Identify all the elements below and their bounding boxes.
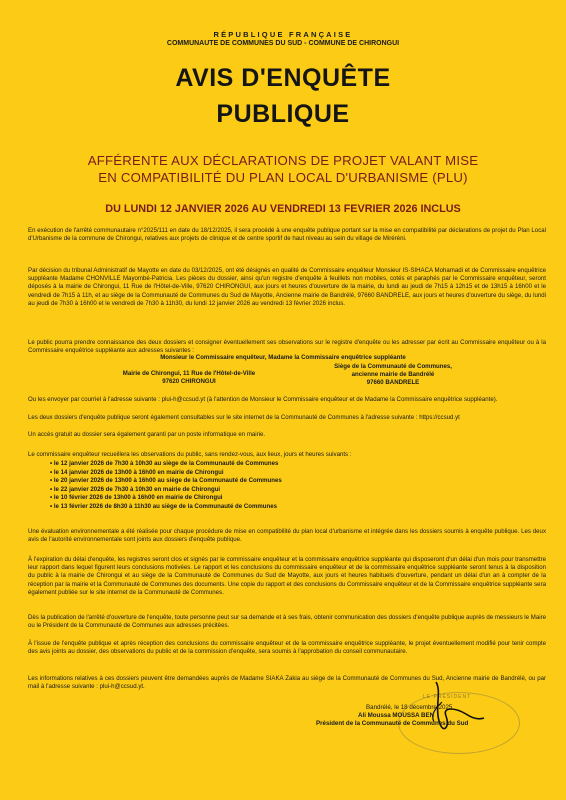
dates-banner: DU LUNDI 12 JANVIER 2026 AU VENDREDI 13 FEVRIER 2026 INCLUS [105,203,461,215]
address-recipients: Monsieur le Commissaire enquêteur, Madame la Commissaire enquêtrice suppléante [160,354,406,361]
republic-heading: RÉPUBLIQUE FRANÇAISE [213,30,353,39]
list-item: • le 10 février 2026 de 13h00 à 16h00 en mairie de Chirongui [50,494,282,503]
paragraph-commissaires: Par décision du tribunal Administratif de Mayotte en date du 03/12/2025, ont été désignés en qualité de Commissaire enquêteur Monsieur IS-SIHACA Mohamadi et de Commissaire enquêtrice suppléante Madame CHONVILLE Mayombé-Patricia. Les pièces du dossier, ainsi qu'un registre d'enquête à feuillets non mobiles, cotés et paraphés par le Commissaire enquêteur, seront déposés à la mairie de Chirongui, 11 Rue de l'Hôtel-de-Ville, 97620 CHIRONGUI, aux jours et heures d'ouverture de la mairie, du lundi au jeudi de 7h15 à 12h15 et de 13h15 à 16h00 et le vendredi de 7h15 à 11h, et au siège de la Communauté de Communes du Sud de Mayotte, Ancienne mairie de Bandrélé, 97660 BANDRELE, aux jours et heures d'ouverture du siège, du lundi au jeudi de 7h30 à 16h00 et le vendredi de 7h30 à 11h30, du lundi 12 janvier 2026 au vendredi 13 février 2026 inclus. [28,267,546,307]
paragraph-evaluation: Une évaluation environnementale a été réalisée pour chaque procédure de mise en compatibilité du plan local d'urbanisme et intégrée dans les dossiers soumis à enquête publique. Les deux avis de l'autorité environnementale sont joints aux dossiers d'enquête publique. [28,528,546,544]
address-mairie-line-2: 97620 CHIRONGUI [162,377,216,385]
paragraph-issue: À l'issue de l'enquête publique et après réception des conclusions du commissaire enquêteur et de la commissaire enquêtrice suppléante, le projet éventuellement modifié pour tenir compte des avis joints au dossier, des observations du public et de la commission d'enquête, sera soumis à l'approbation du conseil communautaire. [28,640,546,656]
title-line-2: PUBLIQUE [216,100,350,128]
signatory-role: Président de la Communauté de Communes du Sud [316,720,469,727]
community-heading: COMMUNAUTE DE COMMUNES DU SUD - COMMUNE DE CHIRONGUI [166,40,400,47]
address-communaute [308,363,478,386]
paragraph-courriel: Ou les envoyer par courriel à l'adresse suivante : plui-h@ccsud.yt (à l'attention de Monsieur le Commissaire enquêteur et de Madame la Commissaire enquêtrice suppléante). [28,396,498,403]
permanences-list [50,460,282,512]
paragraph-permanences-intro: Le commissaire enquêteur recueillera les observations du public, sans rendez-vous, aux lieux, jours et heures suivants : [28,451,352,458]
address-cc-line-1: Siège de la Communauté de Communes, [334,363,452,370]
list-item: • le 13 février 2026 de 8h30 à 11h30 au siège de la Communauté de Communes [50,503,282,512]
paragraph-acces-gratuit: Un accès gratuit au dossier sera également garanti par un poste informatique en mairie. [28,431,266,438]
address-cc-line-2: ancienne mairie de Bandrélé [351,370,435,378]
paragraph-observations: Le public pourra prendre connaissance des deux dossiers et consigner éventuellement ses observations sur le registre d'enquête ou les adresser par écrit au Commissaire enquêteur ou à la Commissaire enquêtrice suppléante aux adresses suivantes : [28,339,546,355]
signatory-name: Ali Moussa MOUSSA BEN [358,712,435,719]
paragraph-expiration: À l'expiration du délai d'enquête, les registres seront clos et signés par le commissaire enquêteur et la commissaire enquêtrice suppléante qui disposeront d'un délai d'un mois pour transmettre leur rapport dans lequel figurent leurs conclusions motivées. Le rapport et les conclusions du commissaire enquêteur et de la commissaire enquêtrice suppléante seront tenus à la disposition du public à la mairie de Chirongui et au siège de la Communauté de Communes du Sud de Mayotte, aux jours et heures habituels d'ouverture, pendant un délai d'un an à compter de la réception par la mairie et la Communauté de Communes des documents. Une copie du rapport et des conclusions du Commissaire enquêteur et de la Commissaire enquêtrice suppléante sera également publiée sur le site internet de la Communauté de Communes. [28,556,546,596]
list-item: • le 22 janvier 2026 de 7h30 à 10h30 en mairie de Chirongui [50,486,282,495]
subtitle-line-2: EN COMPATIBILITÉ DU PLAN LOCAL D'URBANISME (PLU) [98,170,468,185]
address-mairie [104,370,274,386]
address-mairie-line-1: Mairie de Chirongui, 11 Rue de l'Hôtel-de-Ville [122,370,256,377]
paragraph-arrete: En exécution de l'arrêté communautaire n°2025/111 en date du 18/12/2025, il sera procédé à une enquête publique portant sur la mise en compatibilité par déclarations de projet du Plan Local d'Urbanisme de la commune de Chirongui, relatives aux projets de clinique et de centre sportif de haut niveau au sein du village de Miréréni. [28,227,546,243]
paragraph-site-internet: Les deux dossiers d'enquête publique seront également consultables sur le site internet de la Communauté de Communes à l'adresse suivante : https://ccsud.yt [28,414,460,421]
signature-date: Bandrélé, le 18 décembre 2025 [366,704,453,711]
title-line-1: AVIS D'ENQUÊTE [175,64,391,92]
paragraph-informations: Les informations relatives à ces dossiers peuvent être demandées auprès de Madame SIAKA Zakia au siège de la Communauté de Communes du Sud, Ancienne mairie de Bandrélé, ou par mail à l'adresse suivante : plui-h@ccsud.yt. [28,675,546,691]
list-item: • le 14 janvier 2026 de 13h00 à 16h00 en mairie de Chirongui [50,469,282,478]
list-item: • le 20 janvier 2026 de 13h00 à 16h00 au siège de la Communauté de Communes [50,477,282,486]
paragraph-publication: Dès la publication de l'arrêté d'ouverture de l'enquête, toute personne peut sur sa demande et à ses frais, obtenir communication des dossiers d'enquête publique auprès de messieurs le Maire ou le Président de la Communauté de Communes aux adresses précitées. [28,614,546,630]
list-item: • le 12 janvier 2026 de 7h30 à 10h30 au siège de la Communauté de Communes [50,460,282,469]
subtitle-line-1: AFFÉRENTE AUX DÉCLARATIONS DE PROJET VALANT MISE [87,153,479,168]
stamp-text: LE PRÉSIDENT [423,694,472,700]
address-cc-line-3: 97660 BANDRELE [366,378,420,386]
